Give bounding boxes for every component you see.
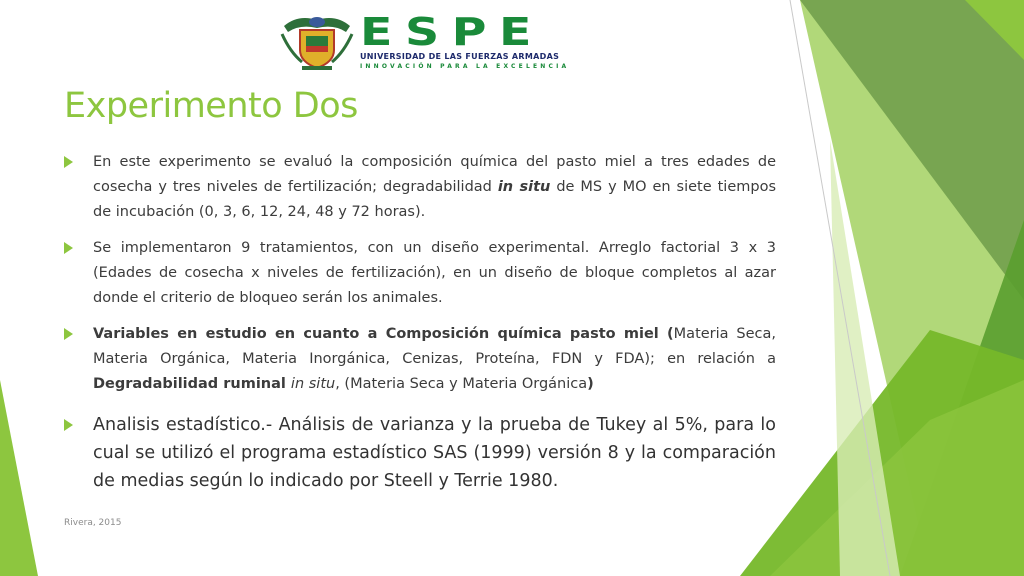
bullet-arrow-icon <box>64 419 73 431</box>
university-logo <box>278 12 584 72</box>
logo-wordmark: ESPE <box>360 10 544 54</box>
logo-university-name: UNIVERSIDAD DE LAS FUERZAS ARMADAS <box>360 52 560 61</box>
bullet-text: Se implementaron 9 tratamientos, con un diseño experimental. Arreglo factorial 3 x 3 (Edades de cosecha x niveles de fertilización), en un diseño de bloque completos al azar donde el criterio de bloqueo serán los animales. <box>93 240 776 306</box>
bullet-text: de MS y MO en siete tiempos de incubación (0, 3, 6, 12, 24, 48 y 72 horas). <box>93 179 776 220</box>
bullet-bold-text: Variables en estudio en cuanto a Composición química pasto miel ( <box>93 326 674 342</box>
bullet-item-treatments <box>64 236 776 311</box>
bullet-item-variables <box>64 322 776 397</box>
bullet-emphasis: in situ <box>497 179 551 195</box>
bullet-arrow-icon <box>64 156 73 168</box>
bullet-list <box>64 150 776 506</box>
bullet-italic-text: in situ <box>290 376 336 392</box>
bullet-text: Analisis estadístico.- Análisis de varianza y la prueba de Tukey al 5%, para lo cual se utilizó el programa estadístico SAS (1999) versión 8 y la comparación de medias según lo indicado por Steell y Terrie 1980. <box>93 415 776 491</box>
bullet-bold-text: ) <box>587 376 594 392</box>
bullet-arrow-icon <box>64 242 73 254</box>
logo-slogan: INNOVACIÓN PARA LA EXCELENCIA <box>360 63 570 70</box>
bullet-text: , (Materia Seca y Materia Orgánica <box>335 376 588 392</box>
footer-citation: Rivera, 2015 <box>64 518 122 528</box>
bullet-text: En este experimento se evaluó la composición química del pasto miel a tres edades de cosecha y tres niveles de fertilización; degradabilidad <box>93 154 776 195</box>
bullet-text: Materia Seca, Materia Orgánica, Materia Inorgánica, Cenizas, Proteína, FDN y FDA); en relación a <box>93 326 776 367</box>
slide-title: Experimento Dos <box>64 86 358 126</box>
bullet-bold-text: Degradabilidad ruminal <box>93 376 291 392</box>
coat-of-arms-icon <box>278 12 356 72</box>
bullet-item-experiment <box>64 150 776 225</box>
bullet-arrow-icon <box>64 328 73 340</box>
bullet-item-statistics <box>64 411 776 495</box>
left-corner-shape <box>0 380 38 576</box>
